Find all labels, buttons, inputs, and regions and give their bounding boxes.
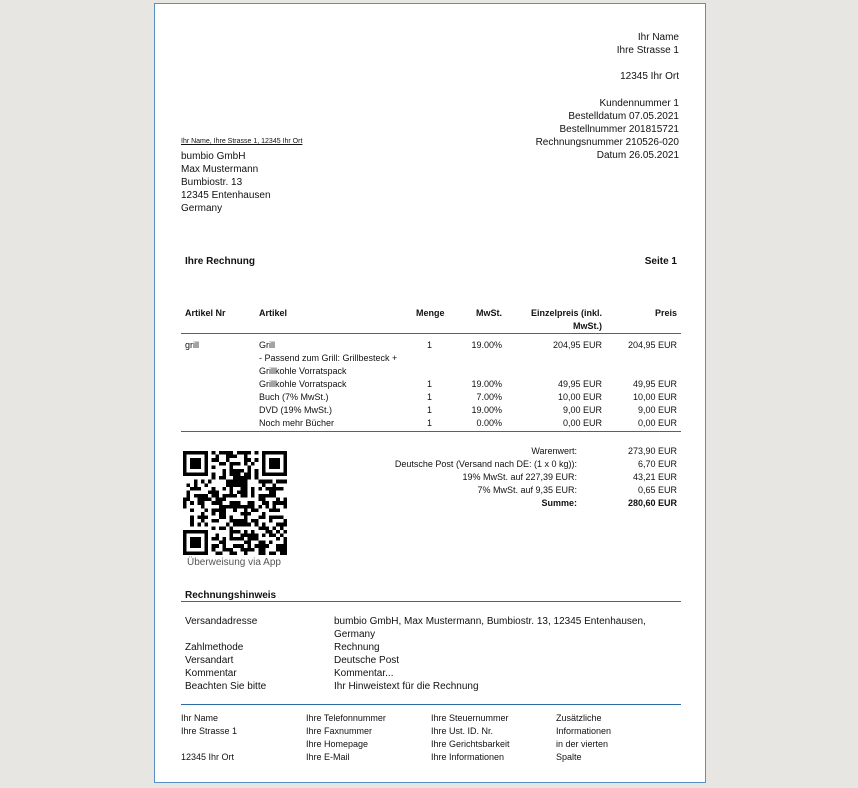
- header-article-no: Artikel Nr: [185, 308, 226, 318]
- recipient-city: 12345 Entenhausen: [181, 190, 271, 201]
- cell-article: Buch (7% MwSt.): [259, 392, 329, 402]
- cell-article: Noch mehr Bücher: [259, 418, 335, 428]
- note-value-shipping-address: bumbio GmbH, Max Mustermann, Bumbiostr. 13, 12345 Entenhausen,: [334, 616, 646, 627]
- cell-article: Grillkohle Vorratspack: [259, 366, 347, 376]
- cell-qty: 1: [427, 379, 433, 389]
- footer-col3-line: Ihre Ust. ID. Nr.: [431, 726, 494, 736]
- cell-price: 10,00 EUR: [632, 392, 677, 402]
- total-label: 19% MwSt. auf 227,39 EUR:: [462, 472, 577, 482]
- cell-vat: 7.00%: [476, 392, 502, 402]
- header-article: Artikel: [259, 308, 288, 318]
- cell-article: Grillkohle Vorratspack: [259, 379, 347, 389]
- return-address-line: Ihr Name, Ihre Strasse 1, 12345 Ihr Ort: [181, 138, 303, 145]
- footer-col4-line: Informationen: [556, 726, 612, 736]
- footer-col2-line: Ihre Telefonnummer: [306, 713, 386, 723]
- recipient-person: Max Mustermann: [181, 164, 259, 175]
- total-value: 0,65 EUR: [637, 485, 677, 495]
- cell-unit-price: 10,00 EUR: [557, 392, 602, 402]
- cell-price: 9,00 EUR: [637, 405, 677, 415]
- cell-qty: 1: [427, 340, 433, 350]
- total-value: 6,70 EUR: [637, 459, 677, 469]
- total-label: Deutsche Post (Versand nach DE: (1 x 0 kg)):: [394, 459, 577, 469]
- notes-title-rule: [181, 601, 681, 602]
- footer-col2-line: Ihre E-Mail: [306, 752, 350, 762]
- invoice-date: Datum 26.05.2021: [596, 150, 679, 161]
- footer-col3-line: Ihre Steuernummer: [431, 713, 509, 723]
- recipient-country: Germany: [181, 203, 223, 214]
- qr-label: Überweisung via App: [187, 557, 281, 568]
- invoice-number: Rechnungsnummer 210526-020: [535, 137, 679, 148]
- cell-unit-price: 9,00 EUR: [562, 405, 602, 415]
- footer-col4-line: Spalte: [556, 752, 582, 762]
- notes-title: Rechnungshinweis: [185, 590, 277, 601]
- cell-qty: 1: [427, 405, 433, 415]
- cell-vat: 19.00%: [471, 340, 502, 350]
- footer-rule: [181, 704, 681, 705]
- footer-col4-line: Zusätzliche: [556, 713, 602, 723]
- total-label: Warenwert:: [531, 446, 577, 456]
- order-date: Bestelldatum 07.05.2021: [568, 111, 679, 122]
- header-qty: Menge: [416, 308, 445, 318]
- sum-label: Summe:: [541, 498, 577, 508]
- note-label-shipping: Versandart: [185, 655, 234, 666]
- note-value-shipping-country: Germany: [334, 629, 376, 640]
- footer-col4-line: in der vierten: [556, 739, 609, 749]
- note-value-comment: Kommentar...: [334, 668, 394, 679]
- cell-price: 49,95 EUR: [632, 379, 677, 389]
- note-label-payment: Zahlmethode: [185, 642, 244, 653]
- note-label-shipping-address: Versandadresse: [185, 616, 258, 627]
- footer-col1-line: Ihre Strasse 1: [181, 726, 238, 736]
- cell-article: DVD (19% MwSt.): [259, 405, 333, 415]
- footer-col2-line: Ihre Homepage: [306, 739, 369, 749]
- note-label-comment: Kommentar: [185, 668, 237, 679]
- note-value-remark: Ihr Hinweistext für die Rechnung: [334, 681, 479, 692]
- cell-unit-price: 49,95 EUR: [557, 379, 602, 389]
- cell-article-no: grill: [185, 340, 200, 350]
- cell-price: 0,00 EUR: [637, 418, 677, 428]
- cell-article: - Passend zum Grill: Grillbesteck +: [259, 353, 398, 363]
- cell-unit-price: 0,00 EUR: [562, 418, 602, 428]
- total-value: 43,21 EUR: [632, 472, 677, 482]
- header-vat: MwSt.: [476, 308, 502, 318]
- footer-col3-line: Ihre Gerichtsbarkeit: [431, 739, 510, 749]
- table-bottom-rule: [181, 431, 681, 432]
- total-value: 273,90 EUR: [627, 446, 677, 456]
- cell-price: 204,95 EUR: [627, 340, 677, 350]
- note-value-payment: Rechnung: [334, 642, 380, 653]
- header-price: Preis: [654, 308, 677, 318]
- footer-col1-line: Ihr Name: [181, 713, 219, 723]
- header-unit-price-vat: MwSt.): [573, 321, 602, 331]
- note-label-remark: Beachten Sie bitte: [185, 681, 267, 692]
- customer-number: Kundennummer 1: [599, 98, 679, 109]
- invoice-page: [154, 3, 706, 783]
- invoice-title: Ihre Rechnung: [185, 256, 256, 267]
- header-unit-price: Einzelpreis (inkl.: [530, 308, 602, 318]
- page-number: Seite 1: [644, 256, 677, 267]
- cell-qty: 1: [427, 392, 433, 402]
- footer-col1-line: 12345 Ihr Ort: [181, 752, 235, 762]
- sum-value: 280,60 EUR: [627, 498, 677, 508]
- note-value-shipping: Deutsche Post: [334, 655, 400, 666]
- table-header-rule: [181, 333, 681, 334]
- footer-col2-line: Ihre Faxnummer: [306, 726, 373, 736]
- sender-street: Ihre Strasse 1: [616, 45, 679, 56]
- cell-vat: 19.00%: [471, 379, 502, 389]
- cell-article: Grill: [259, 340, 275, 350]
- total-label: 7% MwSt. auf 9,35 EUR:: [477, 485, 577, 495]
- cell-qty: 1: [427, 418, 433, 428]
- sender-city: 12345 Ihr Ort: [620, 71, 679, 82]
- qr-code-icon: [183, 451, 287, 555]
- recipient-street: Bumbiostr. 13: [181, 177, 243, 188]
- cell-unit-price: 204,95 EUR: [552, 340, 602, 350]
- cell-vat: 19.00%: [471, 405, 502, 415]
- cell-vat: 0.00%: [476, 418, 502, 428]
- order-number: Bestellnummer 201815721: [559, 124, 679, 135]
- footer-col3-line: Ihre Informationen: [431, 752, 505, 762]
- sender-name: Ihr Name: [637, 32, 679, 43]
- recipient-company: bumbio GmbH: [181, 151, 246, 162]
